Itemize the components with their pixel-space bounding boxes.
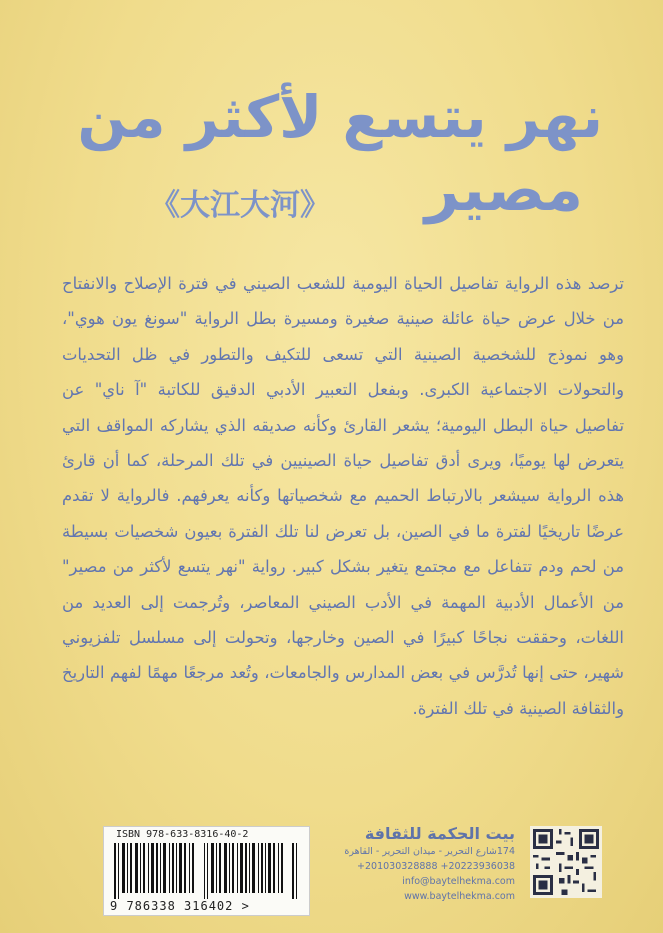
publisher-name: بيت الحكمة للثقافة (364, 824, 515, 843)
barcode-icon (114, 843, 299, 899)
publisher-phones: +201030328888 +20223936038 (357, 861, 515, 872)
publisher-email: info@baytelhekma.com (402, 876, 515, 887)
barcode-digits: 9 786338 316402 > (110, 899, 250, 913)
synopsis-paragraph: ترصد هذه الرواية تفاصيل الحياة اليومية للشعب الصيني في فترة الإصلاح والانفتاح من خلال عرض حياة عائلة صينية صغيرة ومسيرة بطل الرواية "سونغ يون هوي"، وهو نموذج للشخصية الصينية التي تسعى للتكيف والتطور في ظل التحديات والتحولات الاجتماعية الكبرى. وبفعل التعبير الأدبي الدقيق للكاتبة "آ ناي" عن تفاصيل حياة البطل اليومية؛ يشعر القارئ وكأنه صديقه الذي يشاركه المواقف التي يتعرض لها يوميًا، ويرى أدق تفاصيل حياة الصينيين في تلك المرحلة، كما أن قارئ هذه الرواية سيشعر بالارتباط الحميم مع شخصياتها وكأنه يعرفهم. فالرواية لا تقدم عرضًا تاريخيًا لفترة ما في الصين، بل تعرض لنا تلك الفترة بعيون شخصيات بسيطة من لحم ودم تتفاعل مع مجتمع يتغير بشكل كبير. رواية "نهر يتسع لأكثر من مصير" من الأعمال الأدبية المهمة في الأدب الصيني المعاصر، وتُرجمت إلى العديد من اللغات، وحققت نجاحًا كبيرًا في الصين وخارجها، وتحولت إلى مسلسل تلفزيوني شهير، حتى إنها تُدرَّس في بعض المدارس والجامعات، وتُعد مرجعًا مهمًا لفهم التاريخ والثقافة الصينية في تلك الفترة. (62, 274, 624, 718)
qr-code-icon (530, 826, 602, 898)
publisher-website: www.baytelhekma.com (404, 891, 515, 902)
isbn-label: ISBN 978-633-8316-40-2 (116, 829, 249, 840)
book-title-line1: نهر يتسع لأكثر من (77, 83, 603, 151)
publisher-address: 174شارع التحرير - ميدان التحرير - القاهرة (344, 846, 515, 857)
cover-title-area (0, 0, 663, 260)
book-title-line2: مصير (424, 155, 583, 225)
chinese-title: 《大江大河》 (150, 188, 330, 223)
isbn-barcode (103, 826, 310, 916)
publisher-block (295, 824, 515, 904)
synopsis (62, 266, 624, 726)
